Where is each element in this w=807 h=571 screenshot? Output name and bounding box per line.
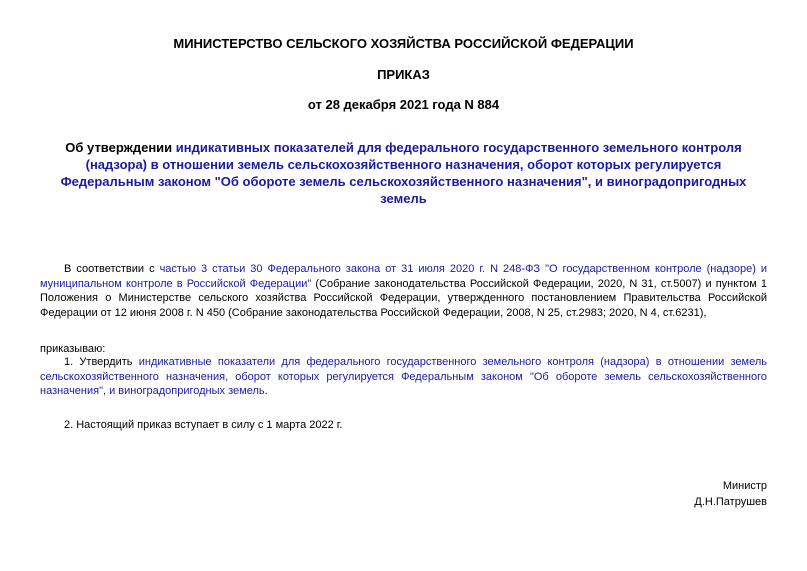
title-link[interactable]: индикативных показателей для федерального государственного земельного контроля (надзора) в отношении земель сельскохозяйственного назначения, оборот которых регулируется Федеральным законом "Об обороте земель сельскохозяйственного назначения", и виноградопригодных земель: [60, 140, 747, 206]
paragraph-basis-rest: (Собрание законодательства Российской Федерации, 2020, N 31, ст.5007) и пунктом 1 Положения о Министерстве сельского хозяйства Российской Федерации, утвержденного постановлением Правительства Российской Федерации от 12 июня 2008 г. N 450 (Собрание законодательства Российской Федерации, 2008, N 25, ст.2983; 2020, N 4, ст.6231),: [40, 277, 768, 319]
prikazyvayu-text: приказываю:: [40, 343, 106, 355]
item-1-suffix: .: [264, 385, 268, 397]
paragraph-item-1: [40, 355, 767, 399]
paragraph-basis: [40, 262, 767, 320]
title-prefix: Об утверждении: [65, 140, 176, 155]
item-1-prefix: 1. Утвердить: [64, 356, 139, 368]
order-date-heading: от 28 декабря 2021 года N 884: [307, 97, 500, 112]
indicators-link[interactable]: индикативные показатели для федерального государственного земельного контроля (надзора) в отношении земель сельскохозяйственного назначения, оборот которых регулируется Федеральным законом "Об обороте земель сельскохозяйственного назначения", и виноградопригодных земель: [40, 356, 767, 397]
paragraph-basis-prefix: В соответствии с: [64, 263, 160, 275]
paragraph-item-2: 2. Настоящий приказ вступает в силу с 1 марта 2022 г.: [64, 419, 343, 431]
ministry-heading: МИНИСТЕРСТВО СЕЛЬСКОГО ХОЗЯЙСТВА РОССИЙСКОЙ ФЕДЕРАЦИИ: [173, 36, 634, 51]
document-title: [40, 139, 767, 207]
signature-name: Д.Н.Патрушев: [694, 496, 767, 508]
signature-title: Министр: [722, 480, 767, 492]
law-248-fz-link[interactable]: частью 3 статьи 30 Федерального закона от 31 июля 2020 г. N 248-ФЗ "О государственном контроле (надзоре) и муниципальном контроле в Российской Федерации": [40, 263, 768, 290]
order-kind-heading: ПРИКАЗ: [377, 67, 430, 82]
